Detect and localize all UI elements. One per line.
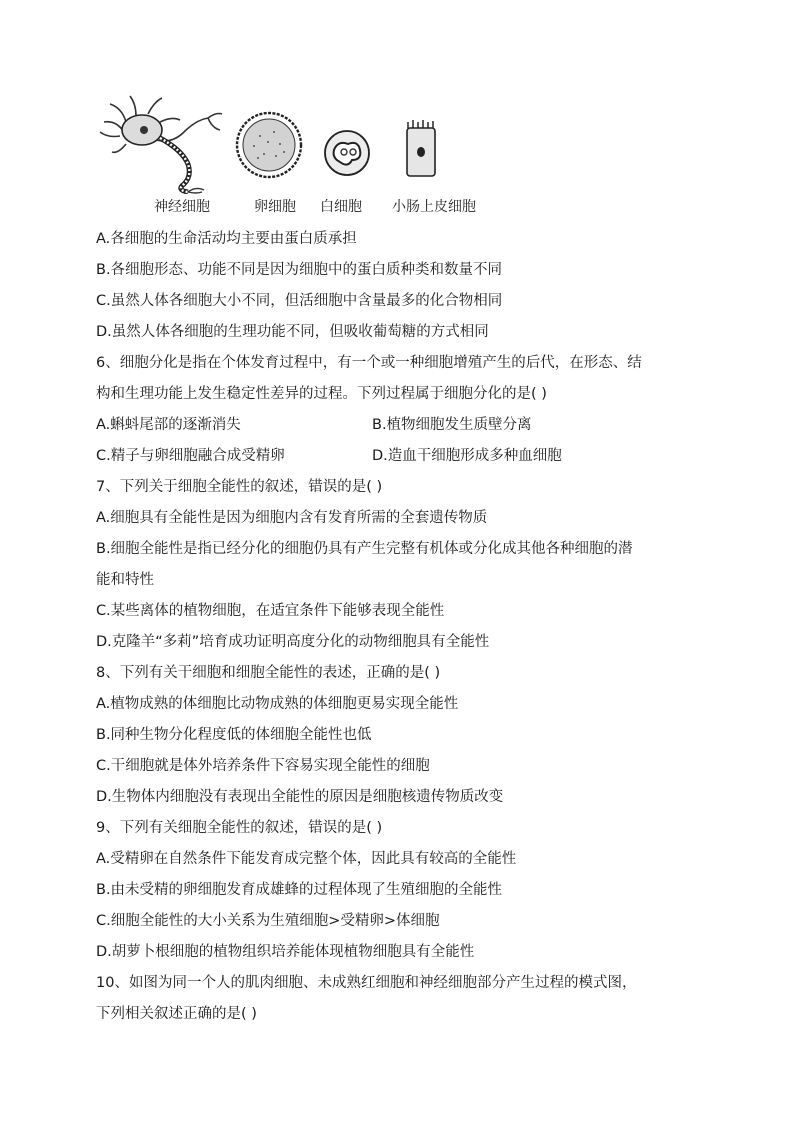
q8-option-a: A.植物成熟的体细胞比动物成熟的体细胞更易实现全能性 (96, 696, 459, 712)
q10-stem-line2: 下列相关叙述正确的是( ) (96, 1006, 257, 1022)
q5-option-a: A.各细胞的生命活动均主要由蛋白质承担 (96, 231, 357, 247)
q8-option-d: D.生物体内细胞没有表现出全能性的原因是细胞核遗传物质改变 (96, 789, 504, 805)
cell-figure (96, 92, 496, 218)
q8-option-b: B.同种生物分化程度低的体细胞全能性也低 (96, 727, 372, 743)
q7-option-c: C.某些离体的植物细胞，在适宜条件下能够表现全能性 (96, 603, 445, 619)
white-blood-cell-drawing (322, 128, 372, 178)
q6-options-row2 (96, 441, 708, 472)
q6-option-c: C.精子与卵细胞融合成受精卵 (96, 448, 285, 464)
q5-option-d: D.虽然人体各细胞的生理功能不同，但吸收葡萄糖的方式相同 (96, 324, 489, 340)
q6-option-a: A.蝌蚪尾部的逐渐消失 (96, 417, 241, 433)
q9-option-a: A.受精卵在自然条件下能发育成完整个体，因此具有较高的全能性 (96, 851, 517, 867)
figure-label-white-blood-cell: 白细胞 (320, 199, 362, 215)
q6-options-row1 (96, 410, 708, 441)
intestinal-epithelial-cell-drawing (402, 118, 442, 182)
q9-option-b: B.由未受精的卵细胞发育成雄蜂的过程体现了生殖细胞的全能性 (96, 882, 503, 898)
q9-option-c: C.细胞全能性的大小关系为生殖细胞>受精卵>体细胞 (96, 913, 440, 929)
q8-stem: 8、下列有关干细胞和细胞全能性的表述，正确的是( ) (96, 665, 441, 681)
q5-option-b: B.各细胞形态、功能不同是因为细胞中的蛋白质种类和数量不同 (96, 262, 503, 278)
q7-stem: 7、下列关于细胞全能性的叙述，错误的是( ) (96, 479, 383, 495)
figure-label-egg-cell: 卵细胞 (254, 199, 296, 215)
q9-option-d: D.胡萝卜根细胞的植物组织培养能体现植物细胞具有全能性 (96, 944, 475, 960)
q7-option-a: A.细胞具有全能性是因为细胞内含有发育所需的全套遗传物质 (96, 510, 488, 526)
q5-option-c: C.虽然人体各细胞大小不同，但活细胞中含量最多的化合物相同 (96, 293, 503, 309)
egg-cell-drawing (234, 110, 304, 180)
figure-label-nerve-cell: 神经细胞 (154, 199, 210, 215)
q7-option-d: D.克隆羊“多莉”培育成功证明高度分化的动物细胞具有全能性 (96, 634, 490, 650)
q7-option-b-line1: B.细胞全能性是指已经分化的细胞仍具有产生完整有机体或分化成其他各种细胞的潜 (96, 541, 633, 557)
q10-stem-line1: 10、如图为同一个人的肌肉细胞、未成熟红细胞和神经细胞部分产生过程的模式图， (96, 975, 637, 991)
q6-stem-line1: 6、细胞分化是指在个体发育过程中，有一个或一种细胞增殖产生的后代，在形态、结 (96, 355, 642, 371)
question-content (96, 224, 708, 1030)
nerve-cell-drawing (96, 92, 226, 194)
q9-stem: 9、下列有关细胞全能性的叙述，错误的是( ) (96, 820, 383, 836)
q6-stem-line2: 构和生理功能上发生稳定性差异的过程。下列过程属于细胞分化的是( ) (96, 386, 547, 402)
q8-option-c: C.干细胞就是体外培养条件下容易实现全能性的细胞 (96, 758, 430, 774)
q6-option-b: B.植物细胞发生质壁分离 (372, 417, 532, 433)
q6-option-d: D.造血干细胞形成多种血细胞 (372, 448, 562, 464)
figure-label-intestinal-epithelial-cell: 小肠上皮细胞 (392, 199, 476, 215)
q7-option-b-line2: 能和特性 (96, 572, 154, 588)
